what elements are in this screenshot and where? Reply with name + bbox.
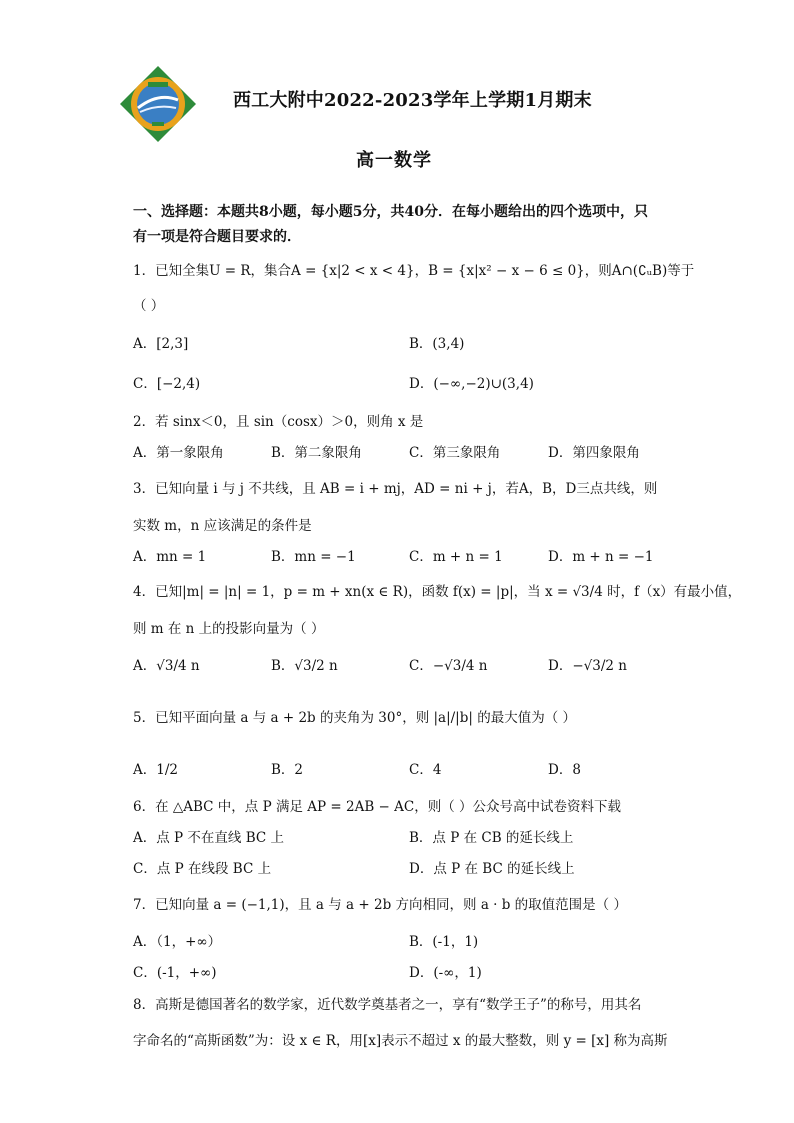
q4-option-d: D．−√3/2 n [548,658,627,674]
q1-option-a: A．[2,3] [133,336,189,352]
q7-option-a: A．（1，+∞） [133,934,222,950]
q2-stem: 2．若 sinx＜0，且 sin（cosx）＞0，则角 x 是 [133,414,424,430]
q3-option-c: C．m + n = 1 [409,549,503,565]
subject-title: 高一数学 [356,150,432,171]
q4-stem-line2: 则 m 在 n 上的投影向量为（ ） [133,621,325,637]
q2-option-a: A．第一象限角 [133,445,224,461]
q5-option-c: C．4 [409,762,442,778]
q7-option-b: B．(-1，1) [409,934,479,950]
q1-option-d: D．(−∞,−2)∪(3,4) [409,376,534,392]
q3-option-b: B．mn = −1 [271,549,356,565]
q4-stem-line1: 4．已知|m| = |n| = 1，p = m + xn(x ∈ R)，函数 f(x) = |p|，当 x = √3/4 时，f（x）有最小值， [133,584,742,600]
q8-line1: 8．高斯是德国著名的数学家，近代数学奠基者之一，享有“数学王子”的称号，用其名 [133,997,642,1013]
document-title: 西工大附中2022-2023学年上学期1月期末 [233,90,592,111]
q4-option-c: C．−√3/4 n [409,658,488,674]
q3-option-d: D．m + n = −1 [548,549,654,565]
q2-option-c: C．第三象限角 [409,445,501,461]
q7-stem: 7．已知向量 a = (−1,1)，且 a 与 a + 2b 方向相同，则 a · b 的取值范围是（ ） [133,897,627,913]
q7-option-d: D．(-∞，1) [409,965,482,981]
q5-stem: 5．已知平面向量 a 与 a + 2b 的夹角为 30°，则 |a|/|b| 的最大值为（ ） [133,710,577,726]
q3-stem-line1: 3．已知向量 i 与 j 不共线，且 AB = i + mj，AD = ni + j，若A，B，D三点共线，则 [133,481,658,497]
q6-option-a: A．点 P 不在直线 BC 上 [133,830,284,846]
q1-stem: 1．已知全集U = R，集合A = {x|2 < x < 4}，B = {x|x² − x − 6 ≤ 0}，则A∩(∁ᵤB)等于 [133,263,695,279]
q5-option-d: D．8 [548,762,581,778]
q4-option-a: A．√3/4 n [133,658,200,674]
q2-option-b: B．第二象限角 [271,445,362,461]
q3-stem-line2: 实数 m，n 应该满足的条件是 [133,518,312,534]
q5-option-b: B．2 [271,762,304,778]
q6-stem: 6．在 △ABC 中，点 P 满足 AP = 2AB − AC，则（ ）公众号高中试卷资料下载 [133,799,622,815]
q6-option-c: C．点 P 在线段 BC 上 [133,861,272,877]
q3-option-a: A．mn = 1 [133,549,207,565]
q4-option-b: B．√3/2 n [271,658,338,674]
q1-option-c: C．[−2,4) [133,376,201,392]
q7-option-c: C．(-1，+∞) [133,965,217,981]
q2-option-d: D．第四象限角 [548,445,640,461]
q6-option-d: D．点 P 在 BC 的延长线上 [409,861,575,877]
q1-option-b: B．(3,4) [409,336,465,352]
q8-line2: 字命名的“高斯函数”为：设 x ∈ R，用[x]表示不超过 x 的最大整数，则 y = [x] 称为高斯 [133,1033,668,1049]
school-logo [118,64,198,144]
q5-option-a: A．1/2 [133,762,178,778]
q6-option-b: B．点 P 在 CB 的延长线上 [409,830,574,846]
q1-paren: （ ） [133,298,165,314]
section-heading-line2: 有一项是符合题目要求的． [133,229,301,245]
section-heading-line1: 一、选择题：本题共8小题，每小题5分，共40分．在每小题给出的四个选项中，只 [133,204,648,220]
